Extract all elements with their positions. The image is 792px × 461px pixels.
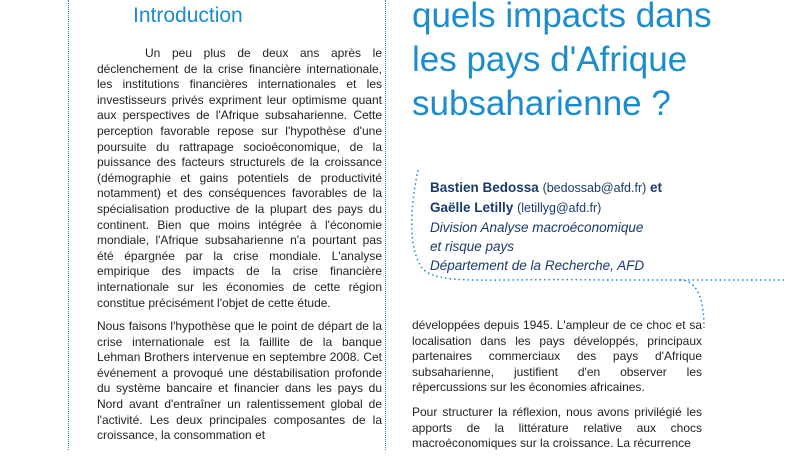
intro-paragraph-1: Un peu plus de deux ans après le déclenchement de la crise financière internationale, les institutions financières internationales et les investisseurs privés expriment leur optimisme quant aux perspectives de l'Afrique subsaharienne. Cette perception favorable repose sur l'hypothèse d'une poursuite du rattrapage socioéconomique, de la puissance des facteurs structurels de la croissance (démographie et gains potentiels de productivité notamment) et des conséquences favorables de la spécialisation productive de la plupart des pays du continent. Bien que moins intégrée à l'économie mondiale, l'Afrique subsaharienne n'a pourtant pas été épargnée par la crise mondiale. L'analyse empirique des impacts de la crise financière internationale sur les économies de cette région constitue précisément l'objet de cette étude. [97, 46, 382, 310]
affiliation-line-2: et risque pays [430, 239, 515, 254]
intro-paragraph-2: Nous faisons l'hypothèse que le point de départ de la crise internationale est la faillite de la banque Lehman Brothers intervenue en septembre 2008. Cet événement a provoqué une déstabilisation profonde du système bancaire et financier dans les pays du Nord avant d'entraîner un ralentissement global de l'activité. Les deux principales composantes de la croissance, la consommation et [97, 319, 382, 443]
title-line-3: subsaharienne ? [412, 84, 671, 123]
affiliation-line-1: Division Analyse macroéconomique [430, 220, 644, 235]
right-column-text [412, 318, 702, 461]
author-1-email[interactable]: (bedossab@afd.fr) [542, 181, 647, 195]
author-2-name: Gaëlle Letilly [430, 200, 514, 215]
author-line-1 [430, 178, 770, 198]
title-line-2: les pays d'Afrique [412, 40, 688, 79]
author-2-email[interactable]: (letillyg@afd.fr) [517, 201, 602, 215]
author-line-2 [430, 198, 770, 218]
authors-block [430, 178, 770, 275]
right-paragraph-1: développées depuis 1945. L'ampleur de ce choc et sa localisation dans les pays développés, principaux partenaires commerciaux des pays d'Afrique subsaharienne, justifient d'en observer les répercussions sur les économies africaines. [412, 318, 702, 395]
article-title [412, 0, 782, 126]
left-column-text [97, 46, 382, 452]
right-paragraph-2: Pour structurer la réflexion, nous avons privilégié les apports de la littérature relative aux chocs macroéconomiques sur la croissance. La récurrence [412, 404, 702, 451]
author-connector: et [650, 180, 663, 195]
author-1-name: Bastien Bedossa [430, 180, 539, 195]
introduction-heading: Introduction [133, 4, 243, 27]
title-line-1: quels impacts dans [412, 0, 712, 35]
affiliation-line-3: Département de la Recherche, AFD [430, 258, 645, 273]
